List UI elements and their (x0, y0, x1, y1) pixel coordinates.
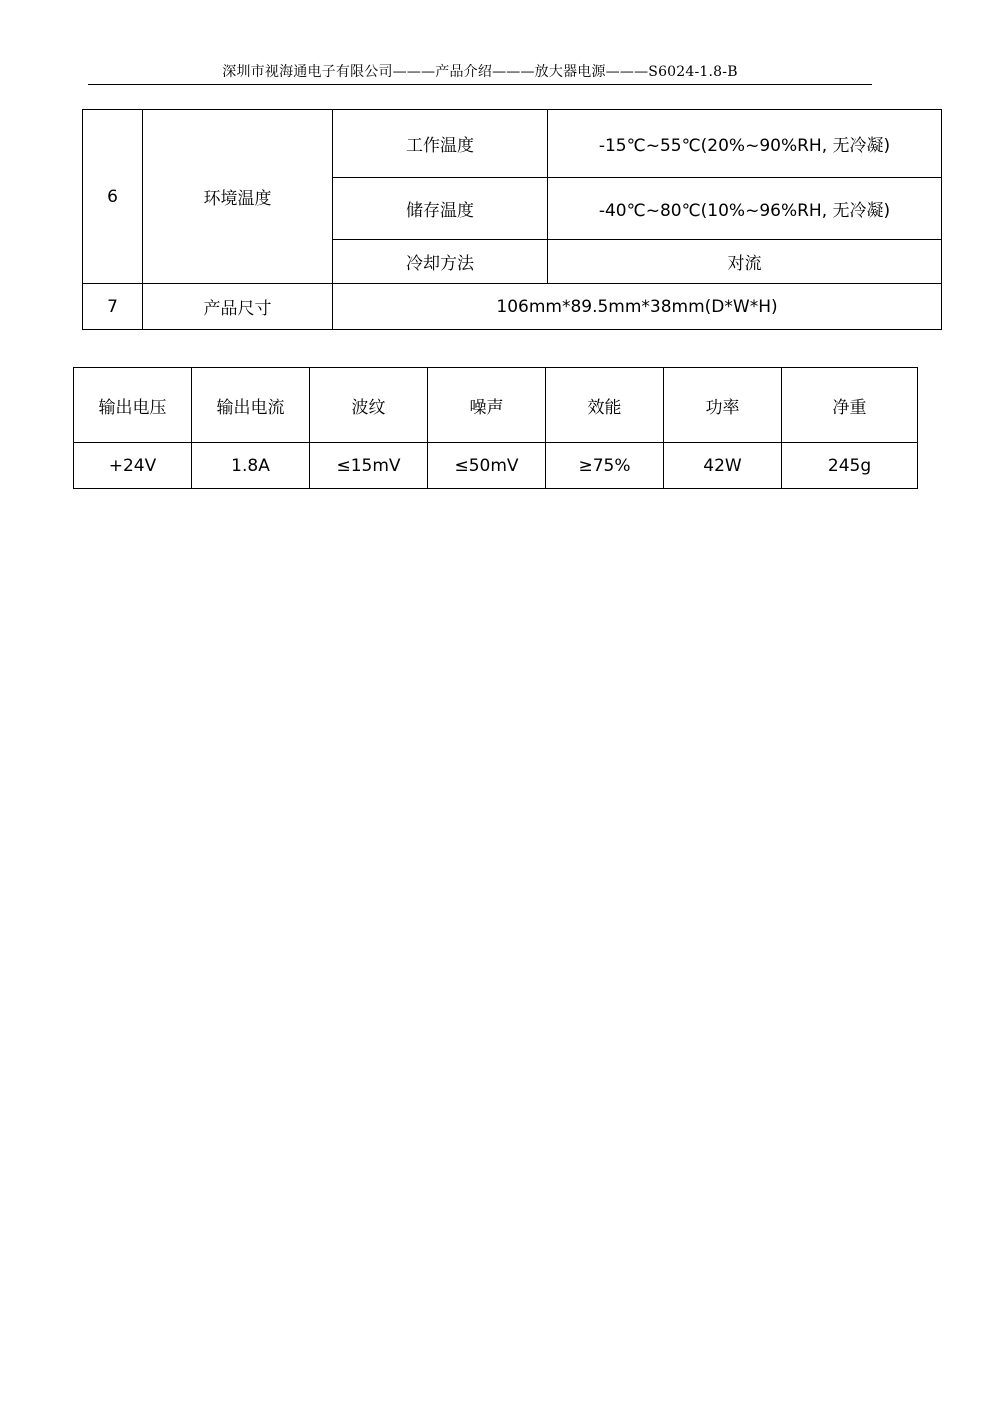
table-cell: ≥75% (546, 443, 664, 489)
column-header: 波纹 (310, 368, 428, 443)
spec-label: 环境温度 (143, 110, 333, 284)
spec-subitem: 冷却方法 (333, 240, 548, 284)
table-cell: ≤50mV (428, 443, 546, 489)
table-cell: +24V (74, 443, 192, 489)
column-header: 输出电压 (74, 368, 192, 443)
table-cell: ≤15mV (310, 443, 428, 489)
spec-subitem: 储存温度 (333, 178, 548, 240)
table-header-row (74, 368, 918, 443)
table-cell: 42W (664, 443, 782, 489)
spec-subitem: 工作温度 (333, 110, 548, 178)
column-header: 功率 (664, 368, 782, 443)
output-spec-table (73, 367, 918, 489)
column-header: 噪声 (428, 368, 546, 443)
spec-label: 产品尺寸 (143, 284, 333, 330)
row-index: 6 (83, 110, 143, 284)
table-row (74, 443, 918, 489)
row-index: 7 (83, 284, 143, 330)
spec-table (82, 109, 942, 330)
table-cell: 1.8A (192, 443, 310, 489)
table-row (83, 110, 942, 178)
column-header: 净重 (782, 368, 918, 443)
table-row (83, 284, 942, 330)
header-rule (88, 84, 872, 85)
spec-value: -15℃~55℃(20%~90%RH, 无冷凝) (548, 110, 942, 178)
column-header: 输出电流 (192, 368, 310, 443)
spec-value: 106mm*89.5mm*38mm(D*W*H) (333, 284, 942, 330)
table-cell: 245g (782, 443, 918, 489)
column-header: 效能 (546, 368, 664, 443)
page-header: 深圳市视海通电子有限公司———产品介绍———放大器电源———S6024-1.8-B (222, 64, 738, 80)
spec-value: -40℃~80℃(10%~96%RH, 无冷凝) (548, 178, 942, 240)
spec-value: 对流 (548, 240, 942, 284)
